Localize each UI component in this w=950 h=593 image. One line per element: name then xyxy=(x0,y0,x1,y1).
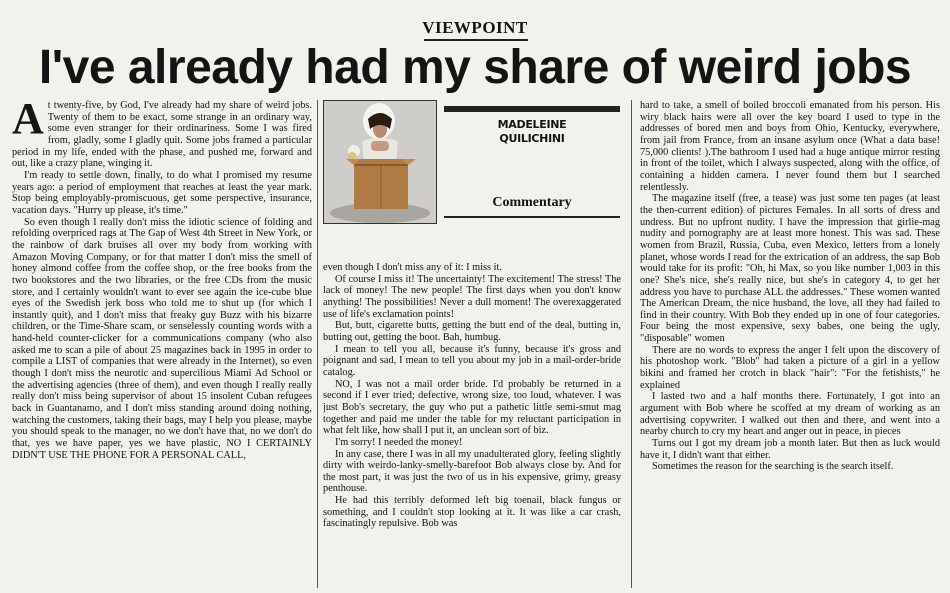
column-divider xyxy=(317,100,318,588)
paragraph: In any case, there I was in all my unadulterated glory, feeling slightly dirty with weirdo-lanky-smelly-barefoot Bob always close by. And for the most part, it was just the two of us in his expensive, grimy, greasy penthouse. xyxy=(323,448,621,495)
author-name-line: MADELEINE xyxy=(497,118,567,131)
paragraph-text: t twenty-five, by God, I've already had my share of weird jobs. Twenty of them to be exact, some strange in an ordinary way, some even stranger for their ordinariness. Some I was fired from, gladly, some I gladly quit. Some jobs framed a particular period in my life, ended with the phase, and pushed me, forward and out, like a crazy plane, winging it. xyxy=(12,100,312,170)
headline: I've already had my share of weird jobs xyxy=(38,41,912,94)
section-label: VIEWPOINT xyxy=(422,18,528,37)
paragraph: So even though I really don't miss the idiotic science of folding and refolding overpriced rags at The Gap of West 4th Street in New York, or the rainbow of dark bruises all over my body from working with Amazon Moving Company, or for that matter I don't miss the smell of honey almond coffee from the coffee shop, or the free books from the two bookstores and the two libraries, or the free CDs from the music store, and I certainly wouldn't want to ever see again the ice-cube blue eyes of the Swedish jerk boss who told me to shut up (for which I instantly quit), and I don't miss that freaky guy Buzz with his bizarre children, or the Time-Share scam, or senselessly counting words with a hand-held counter-clicker for a communications company (who also asked me to scan a pile of about 25 magazines back in 1995 in order to compile a LIST of companies that were already in the Internet), so even though I don't miss the neurotic and supercilious Miami Ad School or the advertising agencies (three of them), and even though I really really really don't miss being supervisor of about 15 insolent Cuban refugees back in Guantanamo, and I don't miss standing around doing nothing, watching the customers, taking their bags, may I help you please, maybe you should speak to the manager, no we don't have that, no we don't do that, yes we have paper, yes we have plastic, NO I CERTAINLY DIDN'T USE THE PHONE FOR A PERSONAL CALL, xyxy=(12,216,312,461)
article-column-1 xyxy=(12,100,312,588)
paragraph: Turns out I got my dream job a month later. But then as luck would have it, I didn't want that either. xyxy=(640,438,940,461)
paragraph: Sometimes the reason for the searching is the search itself. xyxy=(652,461,894,473)
paragraph: NO, I was not a mail order bride. I'd probably be returned in a second if I ever tried; defective, wrong size, too loud, whatever. I was just Bob's secretary, the guy who put a pathetic little semi-smut mag together and paid me under the table for my reluctant participation in what felt like, how shall I put it, an unclean sort of biz. xyxy=(323,378,621,437)
column-divider xyxy=(631,100,632,588)
paragraph: hard to take, a smell of boiled broccoli emanated from his person. His wiry black hairs were all over the key board I used to type in the addresses of bored men and boys from Ohio, Kentucky, everywhere, from jail from France, from an insane asylum once (What a data base! 75,000 clients! ).The bathroom I used had a huge antique mirror resting in front of the toilet, which I always suspected, along with the office, of containing a hidden camera. I never found them but I searched relentlessly. xyxy=(640,100,940,193)
paragraph: The magazine itself (free, a tease) was just some ten pages (at least the then-current edition) of pictures Females. In all sorts of dress and undress. But no upfront nudity. I have the impression that girlie-mag nudity and pornography are at least more honest. This was sad. These women from Brazil, Russia, Cuba, even Mexico, letters from a lonely planet, whose words I read for the extrication of an address, the sap Bob would take for its profit: "Oh, hi Max, so you like number 1,003 in this one? She's nice, she's really nice, but she's in category 4, to get her address you have to purchase ALL the addresses." These women wanted The American Dream, the nice husband, the love, all they had failed to find in their country. With Bob they ended up in one of four categories. Four being the most expensive, sexy babes, one being the ugly, "disposable" women xyxy=(640,193,940,345)
drop-cap: A xyxy=(12,100,44,143)
paragraph: Of course I miss it! The uncertainty! The excitement! The stress! The lack of money! The new people! The first days when you don't know anything! The possibilities! Never a dull moment! The overexaggerated use of life's exclamation points! xyxy=(323,273,621,320)
paragraph: There are no words to express the anger I felt upon the discovery of his photoshop work. "Blob" had taken a picture of a girl in a yellow bikini and framed her crotch in black "hair": "For the fetishists," he explained xyxy=(640,344,940,391)
byline-box xyxy=(444,100,620,222)
paragraph: But, butt, cigarette butts, getting the butt end of the deal, butting in, butting out, getting the boot. Bah, humbug. xyxy=(323,320,621,343)
paragraph: even though I don't miss any of it: I miss it. xyxy=(323,262,502,273)
paragraph: I lasted two and a half months there. Fortunately, I got into an argument with Bob where he scoffed at my dream of working as an advertising copywriter. I walked out then and there, and went into a nearby church to cry my heart and anger out in peace, in pieces xyxy=(640,391,940,438)
author-name-line: QUILICHINI xyxy=(499,132,565,145)
paragraph: I'm ready to settle down, finally, to do what I promised my resume years ago: a period of employment that reaches at least the year mark. Stop being employably-promiscuous, get some perspective, insurance, vacation days. "Hurry up please, it's time." xyxy=(12,169,312,216)
paragraph: I'm sorry! I needed the money! xyxy=(335,436,463,448)
article-column-2 xyxy=(323,262,621,588)
commentary-label: Commentary xyxy=(492,195,572,210)
author-photo xyxy=(323,100,437,224)
author-name xyxy=(444,118,620,146)
paragraph: I mean to tell you all, because it's funny, because it's gross and poignant and sad, I mean to tell you about my job in a mail-order-bride catalog. xyxy=(323,343,621,378)
bride-in-box-illustration xyxy=(324,101,436,223)
byline-rule xyxy=(444,216,620,218)
byline-bar xyxy=(444,106,620,112)
paragraph: He had this terribly deformed left big toenail, black fungus or something, and I couldn't stop looking at it. It was like a car crash, fascinatingly repulsive. Bob was xyxy=(323,495,621,530)
paragraph xyxy=(12,100,312,170)
article-column-3 xyxy=(640,100,940,588)
